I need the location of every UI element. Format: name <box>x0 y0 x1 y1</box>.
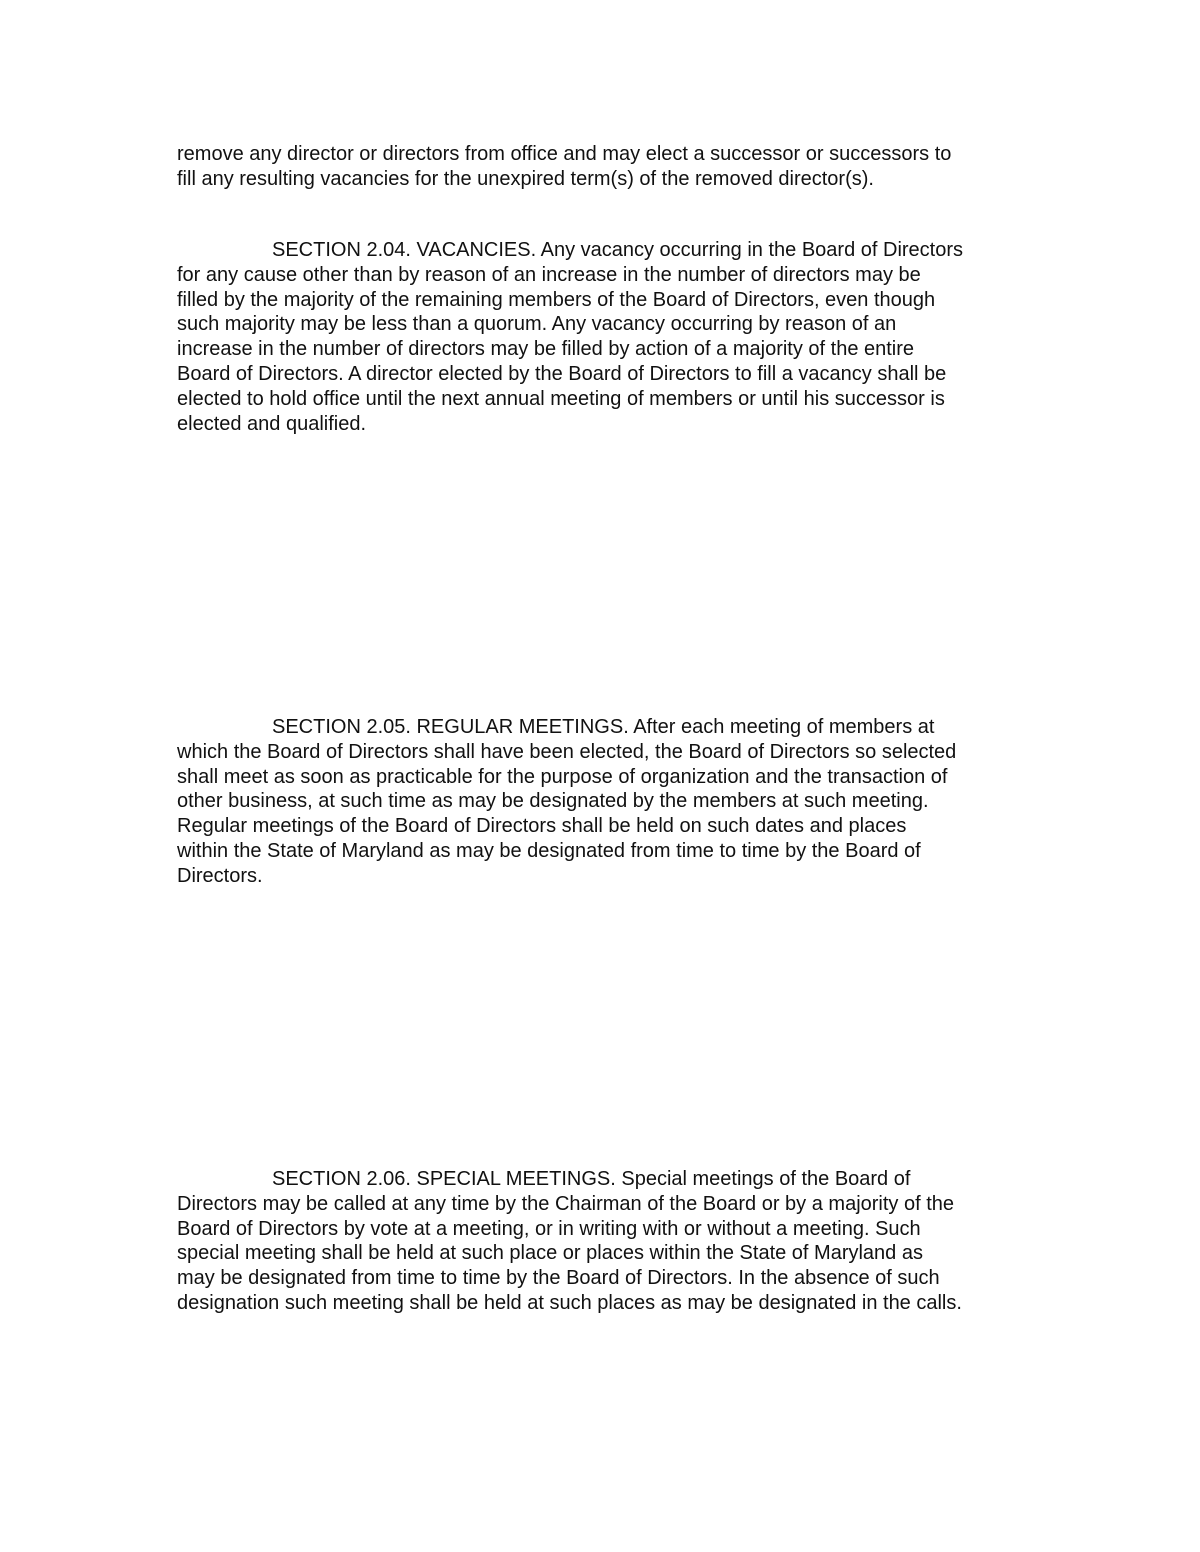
text-line: Regular meetings of the Board of Directors shall be held on such dates and places <box>177 815 907 838</box>
section-2-04-vacancies <box>177 238 1037 436</box>
paragraph-removal-continuation <box>177 142 1037 192</box>
text-line: special meeting shall be held at such place or places within the State of Maryland as <box>177 1242 923 1265</box>
text-line: may be designated from time to time by the Board of Directors. In the absence of such <box>177 1267 940 1290</box>
text-line: such majority may be less than a quorum. Any vacancy occurring by reason of an <box>177 313 897 336</box>
text-line: increase in the number of directors may be filled by action of a majority of the entire <box>177 338 915 361</box>
text-line: Directors. <box>177 864 263 887</box>
text-line: Board of Directors. A director elected by the Board of Directors to fill a vacancy shall be <box>177 362 947 385</box>
text-line: elected and qualified. <box>177 412 367 435</box>
section-heading-line: SECTION 2.05. REGULAR MEETINGS. After each meeting of members at <box>272 716 935 738</box>
text-line: Directors may be called at any time by the Chairman of the Board or by a majority of the <box>177 1192 955 1215</box>
section-2-05-regular-meetings <box>177 715 1037 889</box>
text-line: within the State of Maryland as may be designated from time to time by the Board of <box>177 839 921 862</box>
text-line: shall meet as soon as practicable for the purpose of organization and the transaction of <box>177 765 948 788</box>
text-line: remove any director or directors from office and may elect a successor or successors to <box>177 143 952 165</box>
section-heading-line: SECTION 2.06. SPECIAL MEETINGS. Special meetings of the Board of <box>272 1168 911 1190</box>
text-line: which the Board of Directors shall have been elected, the Board of Directors so selected <box>177 740 957 763</box>
section-heading-line: SECTION 2.04. VACANCIES. Any vacancy occurring in the Board of Directors <box>272 239 964 261</box>
text-line: other business, at such time as may be designated by the members at such meeting. <box>177 790 929 813</box>
text-line: for any cause other than by reason of an increase in the number of directors may be <box>177 263 921 286</box>
section-2-06-special-meetings <box>177 1167 1037 1316</box>
text-line: fill any resulting vacancies for the unexpired term(s) of the removed director(s). <box>177 167 874 190</box>
text-line: filled by the majority of the remaining members of the Board of Directors, even though <box>177 288 936 311</box>
text-line: elected to hold office until the next annual meeting of members or until his successor is <box>177 387 945 410</box>
text-line: designation such meeting shall be held at such places as may be designated in the calls. <box>177 1291 962 1314</box>
text-line: Board of Directors by vote at a meeting, or in writing with or without a meeting. Such <box>177 1217 921 1240</box>
